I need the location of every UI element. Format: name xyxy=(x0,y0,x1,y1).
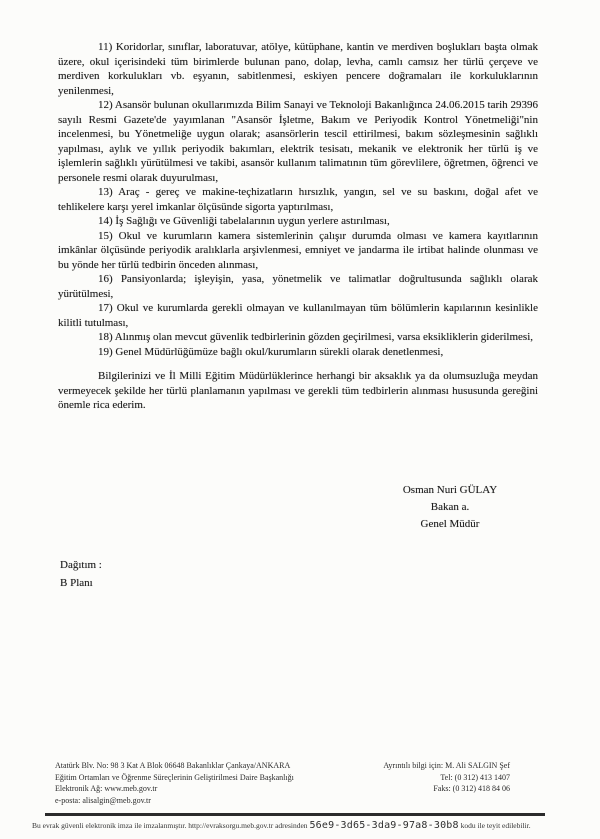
list-item-16: 16) Pansiyonlarda; işleyişin, yasa, yönetmelik ve talimatlar doğrultusunda sağlıklı olarak yürütülmesi, xyxy=(58,273,538,300)
contact-line-fax: Faks: (0 312) 418 84 06 xyxy=(433,784,510,793)
footer-contact-block xyxy=(383,760,510,795)
distribution-block xyxy=(60,556,102,592)
verification-suffix: kodu ile teyit edilebilir. xyxy=(460,821,531,830)
verification-code: 56e9-3d65-3da9-97a8-30b8 xyxy=(309,820,459,831)
signatory-name: Osman Nuri GÜLAY xyxy=(402,484,498,496)
closing-paragraph: Bilgilerinizi ve İl Milli Eğitim Müdürlüklerince herhangi bir aksaklık ya da olumsuzluğa meydan vermeyecek şekilde her türlü planlamanın yapılması ve gerekli tüm tedbirlerin alınması hususunda gereğini önemle rica ederim. xyxy=(58,370,538,411)
footer-divider-line xyxy=(45,813,545,816)
contact-line-info: Ayrıntılı bilgi için: M. Ali SALGIN Şef xyxy=(383,761,510,770)
document-body xyxy=(58,40,538,413)
list-item-13: 13) Araç - gereç ve makine-teçhizatların hırsızlık, yangın, sel ve su baskını, doğal afet ve tehlikelere karşı yerel imkanlar ölçüsünde sigorta yaptırılması, xyxy=(58,186,538,213)
contact-line-tel: Tel: (0 312) 413 1407 xyxy=(440,772,510,782)
signatory-capacity: Bakan a. xyxy=(430,501,470,513)
list-item-18: 18) Alınmış olan mevcut güvenlik tedbirlerinin gözden geçirilmesi, varsa eksikliklerin giderilmesi, xyxy=(98,331,534,343)
list-item-11: 11) Koridorlar, sınıflar, laboratuvar, atölye, kütüphane, kantin ve merdiven boşlukları başta olmak üzere, okul içerisindeki tüm birimlerde bulunan pano, dolap, levha, camlı camsız her türlü çerçeve ve merdiven korkulukları vb. eşyanın, sabitlenmesi, eskiyen pencere doğramaları ile korkuluklarının yenilenmesi, xyxy=(58,41,538,97)
distribution-label: Dağıtım : xyxy=(60,559,102,571)
footer-address-block xyxy=(55,760,294,806)
signatory-title: Genel Müdür xyxy=(420,518,480,530)
address-line-1: Atatürk Blv. No: 98 3 Kat A Blok 06648 Bakanlıklar Çankaya/ANKARA xyxy=(55,761,291,770)
address-line-email: e-posta: alisalgin@meb.gov.tr xyxy=(55,795,151,805)
verification-line xyxy=(32,820,577,831)
list-item-15: 15) Okul ve kurumların kamera sistemlerinin çalışır durumda olması ve kamera kayıtlarının imkânlar ölçüsünde periyodik aralıklarla arşivlenmesi, emniyet ve jandarma ile irtibat halinde olunması ve bu yönde her türlü tedbirin önceden alınması, xyxy=(58,229,538,271)
distribution-value: B Planı xyxy=(60,577,93,589)
list-item-12: 12) Asansör bulunan okullarımızda Bilim Sanayi ve Teknoloji Bakanlığınca 24.06.2015 tarih 29396 sayılı Resmi Gazete'de yayımlanan "Asansör İşletme, Bakım ve Periyodik Kontrol Yönetmeliği"nin incelenmesi, bu Yönetmeliğe uygun olarak; asansörlerin tescil ettirilmesi, bakım sözleşmesinin sağlıklı yapılması, aylık ve yıllık periyodik bakımları, elektrik tesisatı, mekanik ve elektronik her türlü iş ve işlemlerin sağlıklı yürütülmesi ve takibi, asansör kullanım talimatının tüm görevlilere, öğretmen, öğrenci ve personele resmi olarak duyurulması, xyxy=(58,99,538,184)
signature-block xyxy=(370,482,530,533)
address-line-2: Eğitim Ortamları ve Öğrenme Süreçlerinin Geliştirilmesi Daire Başkanlığı xyxy=(55,772,294,782)
verification-text: Bu evrak güvenli elektronik imza ile imzalanmıştır. http://evraksorgu.meb.gov.tr adresinden xyxy=(32,821,308,830)
list-item-19: 19) Genel Müdürlüğümüze bağlı okul/kurumların sürekli olarak denetlenmesi, xyxy=(98,345,444,358)
address-line-web: Elektronik Ağ: www.meb.gov.tr xyxy=(55,784,158,793)
list-item-17: 17) Okul ve kurumlarda gerekli olmayan ve kullanılmayan tüm bölümlerin kapılarının kesinlikle kilitli tutulması, xyxy=(58,302,538,329)
list-item-14: 14) İş Sağlığı ve Güvenliği tabelalarının uygun yerlere astırılması, xyxy=(98,215,390,227)
